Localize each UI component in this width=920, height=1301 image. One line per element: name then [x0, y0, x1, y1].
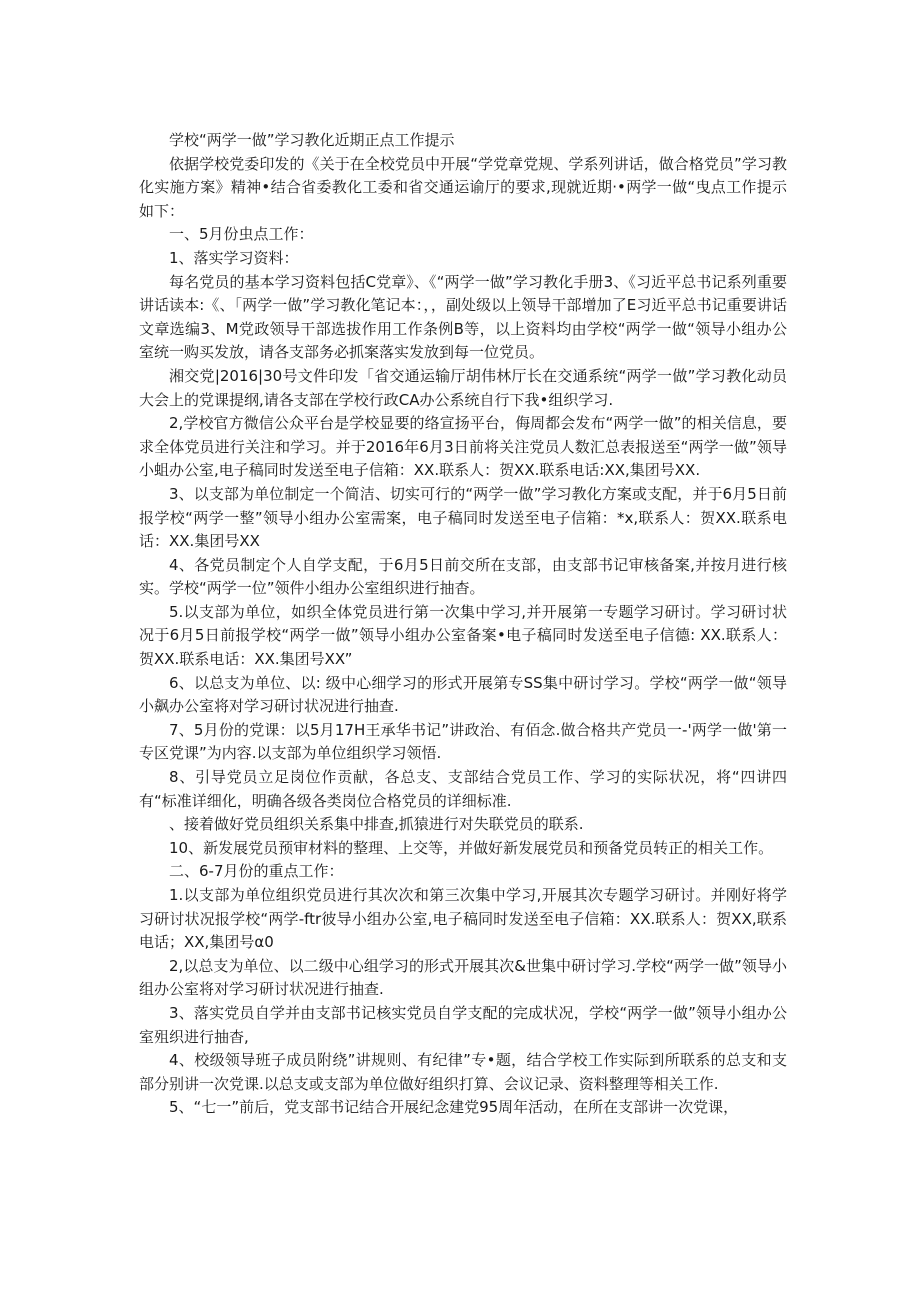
paragraph-item-4: 4、各党员制定个人自学支配，于6月5日前交所在支部，由支部书记审核备案,并按月进行核实。学校“两学一位”领件小组办公室组织进行抽杳。: [139, 555, 787, 598]
item-heading-materials: 1、落实学习资料：: [169, 248, 299, 267]
section-heading-june-july: 二、6-7月份的重点工作：: [169, 862, 344, 881]
paragraph-item-10: 10、新发展党员预审材料的整理、上交等，并做好新发展党员和预备党员转正的相关工作。: [169, 838, 774, 857]
paragraph-s2-item-1: 1.以支部为单位组织党员进行其次次和第三次集中学习,开展其次专题学习研讨。并刚好将学习研讨状况报学校“两学-ftr彼导小组办公室,电子稿同时发送至电子信箱：XX.联系人：贺XX,联系电话；XX,集团号α0: [139, 886, 787, 952]
paragraph-item-3: 3、以支部为单位制定一个简洁、切实可行的“两学一做”学习教化方案或支配，并于6月5日前报学校“两学一整”领导小组办公室需案，电子稿同时发送至电子信箱：*x,联系人：贺XX.联系电话：XX.集团号XX: [139, 484, 787, 551]
paragraph-materials: 每名党员的基本学习资料包括C党章》、《“两学一做”学习教化手册3、《习近平总书记系列重要讲话读本:《、「两学一做”学习教化笔记本：，，副处级以上领导干部增加了E习近平总书记重要讲话文章选编3、M党政领导干部选拔作用工作条例B等，以上资料均由学校“两学一做“领导小组办公室统一购买发放，请各支部务必抓案落实发放到每一位党员。: [139, 272, 787, 362]
paragraph-item-8: 8、引导党员立足岗位作贡献，各总支、支部结合党员工作、学习的实际状况，将“四讲四有“标准详细化，明确各级各类岗位合格党员的详细标准.: [139, 768, 787, 810]
paragraph-item-5: 5.以支部为单位，如织全体党员进行第一次集中学习,并开展第一专题学习研讨。学习研讨状况于6月5日前报学校“两学一做”领导小组办公室备案•电子稿同时发送至电子信德: XX.联系人：贺XX.联系电话：XX.集团号XX”: [139, 602, 787, 669]
paragraph-item-9: 、接着做好党员组织关系集中排查,抓猿进行对失联党员的联系.: [169, 815, 584, 834]
section-heading-may: 一、5月份虫点工作：: [169, 225, 314, 244]
paragraph-item-2: 2,学校官方微信公众平台是学校显要的络宣扬平台，侮周都会发布“两学一做”的相关信息，要求全体党员进行关注和学习。并于2016年6月3日前将关注党员人数汇总表报送至“两学一做”领导小蛆办公室,电子稿同时发送至电子信箱：XX.联系人：贺XX.联系电话:XX,集团号XX.: [139, 414, 787, 480]
paragraph-s2-item-4: 4、校级领导班子成员附绕”讲规则、有纪律”专•题，结合学校工作实际到所联系的总支和支部分别讲一次党课.以总支或支部为单位做好组织打算、会议记录、资料整理等相关工作.: [139, 1051, 787, 1093]
paragraph-s2-item-2: 2,以总支为单位、以二级中心组学习的形式开展其次&世集中研讨学习.学校“两学一做”领导小组办公室将对学习研讨状况进行抽查.: [139, 956, 787, 999]
paragraph-item-6: 6、以总支为单位、以: 级中心细学习的形式开展第专SS集中研讨学习。学校“两学一做“领导小飙办公室将对学习研讨状况进行抽查.: [139, 673, 787, 716]
document-title: 学校“两学一做”学习教化近期正点工作提示: [169, 131, 455, 149]
intro-paragraph: 依据学校党委印发的《关于在全校党员中开展“学党章党规、学系列讲话，做合格党员”学习教化实施方案》精神•结合省委教化工委和省交通运谕厅的要求,现就近期·•两学一做“曳点工作提示如下：: [139, 154, 787, 220]
paragraph-s2-item-3: 3、落实党员自学并由支部书记核实党员自学支配的完成状况，学校“两学一做”领导小组办公室殂织进行抽杳,: [139, 1003, 787, 1046]
paragraph-s2-item-5: 5、“七一”前后，党支部书记结合开展纪念建党95周年活动，在所在支部讲一次党课，: [169, 1098, 739, 1117]
paragraph-item-7: 7、5月份的党课：以5月17H王承华书记”讲政治、有佰念.做合格共产党员一-'两学一做'第一专区党课”为内容.以支部为单位组织学习领悟.: [139, 720, 787, 763]
document-page: [139, 129, 787, 1120]
paragraph-document-note: 湘交党|2016|30号文件印发「省交通运输厅胡伟林厅长在交通系统“两学一做”学习教化动员大会上的党课提纲,请各支部在学校行政CA办公系统自行下我•组织学习.: [139, 366, 787, 409]
